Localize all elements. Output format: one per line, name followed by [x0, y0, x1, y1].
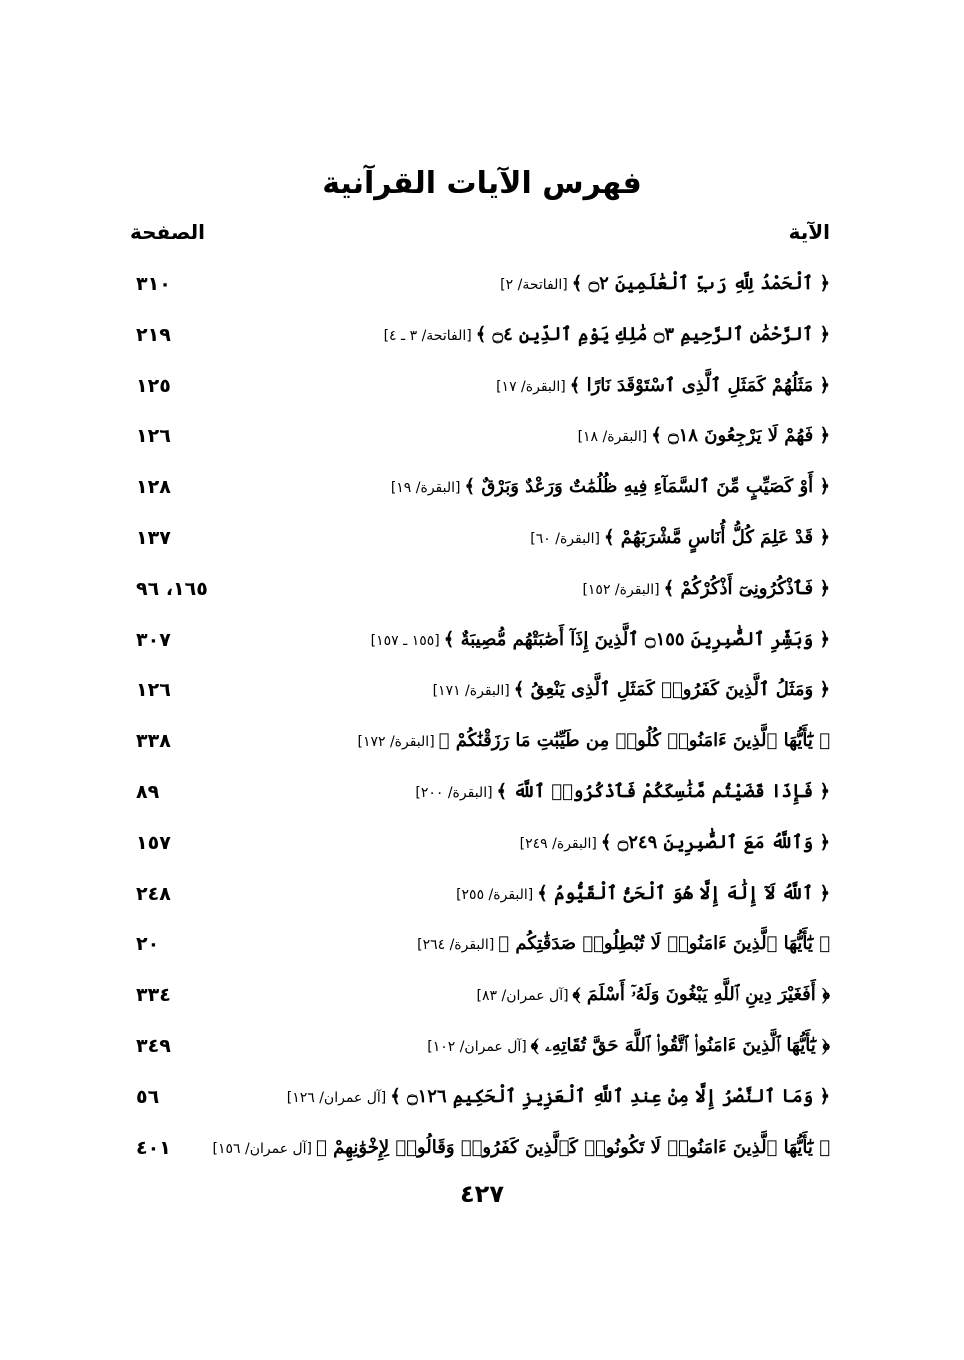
table-header	[130, 220, 830, 252]
verse-text: وَٱللَّهُ مَعَ ٱلصَّٰبِرِينَ ۝٢٤٩	[617, 831, 814, 853]
ornate-bracket-close: ﴾	[496, 780, 508, 802]
ornate-bracket-open: ﴿	[819, 273, 830, 294]
verse-entry	[212, 1132, 830, 1165]
ornate-bracket-open: ﴿	[819, 933, 830, 955]
verse-text: فَإِذَا قَضَيْتُم مَّنَٰسِكَكُمْ فَٱذْكُرُوا۟ ٱللَّهَ	[513, 780, 814, 802]
verse-reference: [البقرة/ ١٧١]	[432, 683, 510, 700]
verse-reference: [آل عمران/ ١٥٦]	[212, 1140, 313, 1157]
table-row	[130, 973, 830, 1024]
ornate-bracket-close: ﴾	[572, 984, 581, 1006]
verse-text: فَٱذْكُرُونِىٓ أَذْكُرْكُمْ	[680, 577, 814, 599]
page-reference: ١٢٦	[136, 679, 171, 702]
ornate-bracket-close: ﴾	[603, 526, 615, 548]
verse-entry	[582, 573, 830, 606]
page-reference: ٢٤٨	[136, 882, 171, 905]
ornate-bracket-close: ﴾	[498, 933, 510, 955]
table-row	[130, 872, 830, 923]
verse-index-list	[130, 262, 830, 1176]
verse-reference: [البقرة/ ٢٤٩]	[519, 835, 597, 852]
ornate-bracket-open: ﴿	[819, 1136, 830, 1158]
page-reference: ٣٣٤	[136, 984, 171, 1007]
verse-text: يَٰٓأَيُّهَا ٱلَّذِينَ ءَامَنُوا۟ ٱتَّقُوا۟ ٱللَّهَ حَقَّ تُقَاتِهِۦ	[545, 1034, 816, 1056]
verse-entry	[477, 979, 830, 1012]
verse-text: يَٰٓأَيُّهَا ٱلَّذِينَ ءَامَنُوا۟ لَا تَكُونُوا۟ كَٱلَّذِينَ كَفَرُوا۟ وَقَالُوا۟ لِإِخْوَٰنِهِمْ	[333, 1136, 813, 1158]
verse-entry	[496, 370, 830, 403]
ornate-bracket-open: ﴿	[819, 1085, 830, 1107]
ornate-bracket-open: ﴿	[819, 730, 830, 752]
table-row	[130, 414, 830, 465]
page-reference: ٢٠	[136, 933, 160, 956]
verse-reference: [البقرة/ ١٥٢]	[582, 581, 660, 598]
table-row	[130, 1024, 830, 1075]
page-reference: ١٥٧	[136, 831, 171, 854]
verse-entry	[415, 776, 830, 809]
page-reference: ٥٦	[136, 1085, 160, 1108]
verse-text: قَدْ عَلِمَ كُلُّ أُنَاسٍ مَّشْرَبَهُمْ	[620, 526, 814, 548]
page-reference: ٢١٩	[136, 323, 171, 346]
verse-reference: [آل عمران/ ١٠٢]	[427, 1038, 527, 1055]
table-row	[130, 567, 830, 618]
page-reference: ٤٠١	[136, 1136, 171, 1159]
verse-text: ٱلرَّحْمَٰنِ ٱلرَّحِيمِ ۝٣ مَٰلِكِ يَوْمِ ٱلدِّينِ ۝٤	[492, 323, 814, 345]
verse-text: ٱلْحَمْدُ لِلَّهِ رَبِّ ٱلْعَٰلَمِينَ ۝٢	[588, 273, 814, 294]
ornate-bracket-open: ﴿	[819, 882, 830, 904]
verse-text: أَوْ كَصَيِّبٍ مِّنَ ٱلسَّمَآءِ فِيهِ ظُلُمَٰتٌ وَرَعْدٌ وَبَرْقٌ	[481, 476, 814, 498]
verse-text: وَمَا ٱلنَّصْرُ إِلَّا مِنْ عِندِ ٱللَّهِ ٱلْعَزِيزِ ٱلْحَكِيمِ ۝١٢٦	[407, 1085, 814, 1107]
page-reference: ٣٤٩	[136, 1034, 171, 1057]
ornate-bracket-close: ﴾	[663, 577, 675, 599]
header-verse-label: الآية	[788, 220, 830, 244]
verse-reference: [الفاتحة/ ٣ ـ ٤]	[383, 327, 472, 344]
verse-entry	[456, 878, 830, 911]
verse-reference: [البقرة/ ٢٥٥]	[456, 886, 534, 903]
verse-entry	[391, 471, 830, 504]
verse-reference: [البقرة/ ١٧٢]	[357, 734, 435, 751]
ornate-bracket-close: ﴾	[464, 476, 476, 498]
verse-entry	[578, 420, 830, 453]
verse-reference: [البقرة/ ٦٠]	[530, 530, 600, 547]
ornate-bracket-open: ﴿	[819, 425, 830, 447]
verse-reference: [الفاتحة/ ٢]	[500, 277, 568, 293]
verse-entry	[427, 1030, 830, 1063]
ornate-bracket-open: ﴿	[819, 577, 830, 599]
verse-entry	[417, 928, 830, 961]
ornate-bracket-close: ﴾	[571, 273, 583, 294]
verse-reference: [البقرة/ ١٩]	[390, 480, 461, 497]
page-reference: ١٢٦	[136, 425, 171, 448]
table-row	[130, 1075, 830, 1126]
verse-text: يَٰٓأَيُّهَا ٱلَّذِينَ ءَامَنُوا۟ لَا تُبْطِلُوا۟ صَدَقَٰتِكُم	[515, 933, 813, 955]
table-row	[130, 465, 830, 516]
ornate-bracket-close: ﴾	[316, 1136, 327, 1158]
verse-entry	[384, 319, 830, 352]
page-title: فهرس الآيات القرآنية	[322, 166, 642, 201]
verse-text: يَٰٓأَيُّهَا ٱلَّذِينَ ءَامَنُوا۟ كُلُوا۟ مِن طَيِّبَٰتِ مَا رَزَقْنَٰكُمْ	[455, 730, 813, 752]
verse-text: مَثَلُهُمْ كَمَثَلِ ٱلَّذِى ٱسْتَوْقَدَ نَارًا	[586, 374, 814, 396]
verse-text: أَفَغَيْرَ دِينِ ٱللَّهِ يَبْغُونَ وَلَهُۥٓ أَسْلَمَ	[586, 984, 816, 1006]
page-reference: ٨٩	[136, 780, 160, 803]
ornate-bracket-close: ﴾	[475, 323, 487, 345]
verse-text: ٱللَّهُ لَآ إِلَٰهَ إِلَّا هُوَ ٱلْحَىُّ ٱلْقَيُّومُ	[554, 882, 814, 904]
ornate-bracket-close: ﴾	[390, 1085, 401, 1107]
ornate-bracket-close: ﴾	[537, 882, 548, 904]
ornate-bracket-open: ﴿	[819, 374, 830, 396]
table-row	[130, 770, 830, 821]
verse-text: فَهُمْ لَا يَرْجِعُونَ ۝١٨	[668, 425, 814, 447]
table-row	[130, 668, 830, 719]
verse-entry	[530, 522, 830, 555]
ornate-bracket-open: ﴿	[819, 476, 830, 498]
verse-reference: [١٥٥ ـ ١٥٧]	[370, 632, 440, 649]
ornate-bracket-close: ﴾	[513, 679, 525, 701]
ornate-bracket-close: ﴾	[438, 730, 450, 752]
ornate-bracket-open: ﴿	[819, 323, 830, 345]
ornate-bracket-open: ﴿	[822, 984, 830, 1006]
table-row	[130, 364, 830, 415]
ornate-bracket-close: ﴾	[530, 1034, 539, 1056]
ornate-bracket-close: ﴾	[443, 628, 455, 650]
table-row	[130, 719, 830, 770]
page-reference: ١٦٥، ٩٦	[136, 577, 208, 600]
verse-text: وَمَثَلُ ٱلَّذِينَ كَفَرُوا۟ كَمَثَلِ ٱلَّذِى يَنْعِقُ	[530, 679, 814, 701]
ornate-bracket-open: ﴿	[819, 831, 830, 853]
verse-reference: [البقرة/ ٢٦٤]	[417, 937, 495, 954]
ornate-bracket-close: ﴾	[569, 374, 581, 396]
page-reference: ١٢٥	[136, 374, 171, 397]
verse-entry	[520, 827, 830, 860]
table-row	[130, 618, 830, 669]
ornate-bracket-close: ﴾	[600, 831, 612, 853]
page-reference: ١٣٧	[136, 526, 171, 549]
page-reference: ٣١٠	[136, 273, 171, 295]
verse-entry	[287, 1081, 830, 1114]
ornate-bracket-close: ﴾	[651, 425, 662, 447]
table-row	[130, 516, 830, 567]
verse-reference: [آل عمران/ ٨٣]	[476, 988, 569, 1005]
ornate-bracket-open: ﴿	[822, 1034, 830, 1056]
page-reference: ١٢٨	[136, 476, 171, 499]
table-row	[130, 313, 830, 364]
verse-reference: [آل عمران/ ١٢٦]	[286, 1089, 387, 1106]
verse-text: وَبَشِّرِ ٱلصَّٰبِرِينَ ۝١٥٥ ٱلَّذِينَ إِذَآ أَصَٰبَتْهُم مُّصِيبَةٌ	[460, 628, 814, 650]
table-row	[130, 821, 830, 872]
verse-entry	[371, 624, 830, 657]
verse-entry	[500, 268, 830, 301]
verse-entry	[357, 725, 830, 758]
ornate-bracket-open: ﴿	[819, 679, 830, 701]
verse-reference: [البقرة/ ٢٠٠]	[415, 784, 493, 801]
ornate-bracket-open: ﴿	[819, 780, 830, 802]
verse-reference: [البقرة/ ١٨]	[577, 429, 648, 446]
verse-reference: [البقرة/ ١٧]	[496, 378, 566, 395]
verse-entry	[433, 674, 830, 707]
page-reference: ٣٠٧	[136, 628, 171, 651]
ornate-bracket-open: ﴿	[819, 526, 830, 548]
page-reference: ٣٣٨	[136, 730, 171, 753]
table-row	[130, 922, 830, 973]
header-page-label: الصفحة	[130, 220, 206, 244]
table-row	[130, 262, 830, 313]
table-row	[130, 1126, 830, 1177]
page-number: ٤٢٧	[460, 1180, 504, 1208]
ornate-bracket-open: ﴿	[819, 628, 830, 650]
